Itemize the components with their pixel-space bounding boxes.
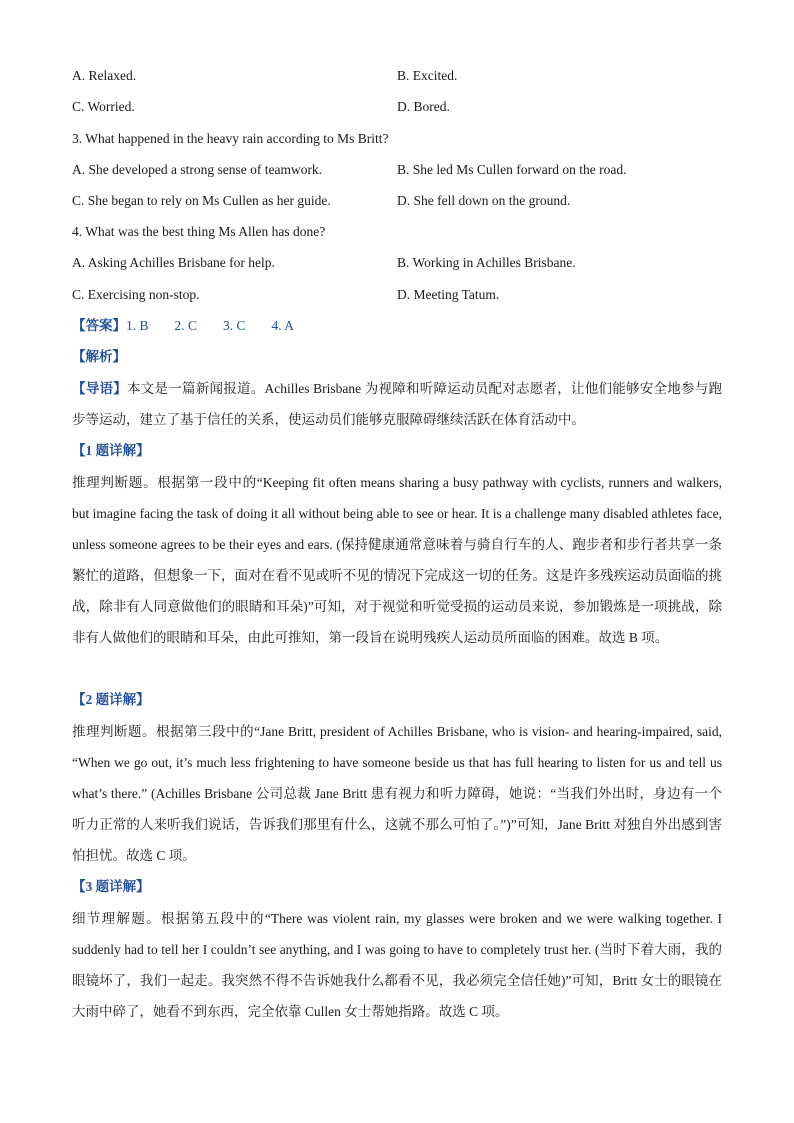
q4-option-a[interactable]: A. Asking Achilles Brisbane for help. <box>72 255 275 270</box>
q1-detail-heading: 【1 题详解】 <box>72 443 150 458</box>
answer-label: 【答案】 <box>72 318 126 333</box>
q1-detail-paragraph <box>72 467 722 653</box>
q2-option-b[interactable]: B. Excited. <box>397 68 458 83</box>
q4-option-b[interactable]: B. Working in Achilles Brisbane. <box>397 255 576 270</box>
q2-detail-paragraph <box>72 716 722 871</box>
q1-detail-text: 推理判断题。根据第一段中的“Keeping fit often means sharing a busy pathway with cyclists, runners and walkers, but imagine facing the task of doing it all without being able to see or hear. It is a challenge many disabled athletes face, unless someone agrees to be their eyes and ears. (保持健康通常意味着与骑自行车的人、跑步者和步行者共享一条繁忙的道路，但想象一下，面对在看不见或听不见的情况下完成这一切的任务。这是许多残疾运动员面临的挑战，除非有人同意做他们的眼睛和耳朵)”可知，对于视觉和听觉受损的运动员来说，参加锻炼是一项挑战，除非有人做他们的眼睛和耳朵，由此可推知，第一段旨在说明残疾人运动员所面临的困难。故选 B 项。 <box>72 475 722 645</box>
q3-option-a[interactable]: A. She developed a strong sense of teamwork. <box>72 162 323 177</box>
q3-detail-heading: 【3 题详解】 <box>72 879 150 894</box>
q2-detail-heading: 【2 题详解】 <box>72 692 150 707</box>
q3-detail-text: 细节理解题。根据第五段中的“There was violent rain, my glasses were broken and we were walking together. I suddenly had to tell her I couldn’t see anything, and I was going to have to completely trust her. (当时下着大雨，我的眼镜坏了，我们一起走。我突然不得不告诉她我什么都看不见，我必须完全信任她)”可知，Britt 女士的眼镜在大雨中碎了，她看不到东西，完全依靠 Cullen 女士帮她指路。故选 C 项。 <box>72 911 722 1019</box>
answer-item: 1. B <box>126 318 149 333</box>
analysis-heading: 【解析】 <box>72 349 126 364</box>
q4-option-d[interactable]: D. Meeting Tatum. <box>397 287 500 302</box>
q3-detail-paragraph <box>72 903 722 1027</box>
answer-item: 2. C <box>174 318 198 333</box>
q2-option-c[interactable]: C. Worried. <box>72 99 135 114</box>
q2-detail-text: 推理判断题。根据第三段中的“Jane Britt, president of Achilles Brisbane, who is vision- and hearing-impaired, said, “When we go out, it’s much less frightening to have someone beside us that has full hearing to listen for us and tell us what’s there.” (Achilles Brisbane 公司总裁 Jane Britt 患有视力和听力障碍，她说：“当我们外出时，身边有一个听力正常的人来听我们说话，告诉我们那里有什么，这就不那么可怕了。”)”可知，Jane Britt 对独自外出感到害怕担忧。故选 C 项。 <box>72 724 722 863</box>
q2-option-d[interactable]: D. Bored. <box>397 99 450 114</box>
q4-option-c[interactable]: C. Exercising non-stop. <box>72 287 200 302</box>
guide-text: 本文是一篇新闻报道。Achilles Brisbane 为视障和听障运动员配对志愿者，让他们能够安全地参与跑步等运动，建立了基于信任的关系，使运动员们能够克服障碍继续活跃在体育活动中。 <box>72 381 723 427</box>
answer-key <box>72 316 320 336</box>
q4-question: 4. What was the best thing Ms Allen has done? <box>72 224 326 239</box>
answer-item: 4. A <box>271 318 295 333</box>
q3-option-d[interactable]: D. She fell down on the ground. <box>397 193 571 208</box>
guide-paragraph <box>72 373 722 435</box>
answer-item: 3. C <box>223 318 246 333</box>
q3-question: 3. What happened in the heavy rain according to Ms Britt? <box>72 131 389 146</box>
q3-option-b[interactable]: B. She led Ms Cullen forward on the road. <box>397 162 627 177</box>
q2-option-a[interactable]: A. Relaxed. <box>72 68 137 83</box>
q3-option-c[interactable]: C. She began to rely on Ms Cullen as her guide. <box>72 193 331 208</box>
guide-label: 【导语】 <box>72 381 128 396</box>
